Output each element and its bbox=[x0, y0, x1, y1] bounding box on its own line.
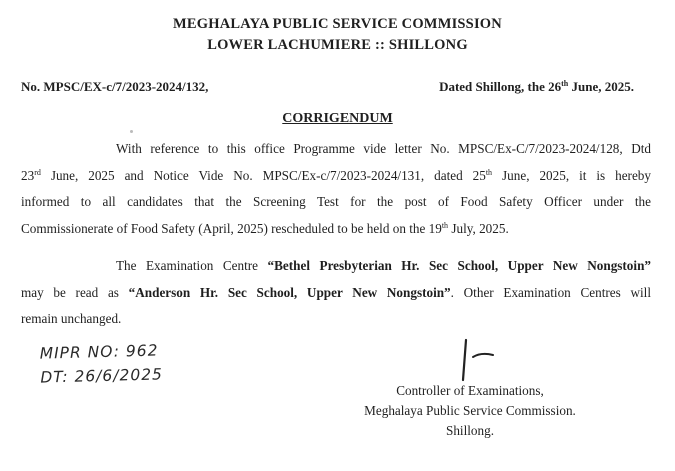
para2-line3: remain unchanged. bbox=[21, 311, 122, 326]
handwritten-line1: MIPR NO: 962 bbox=[39, 341, 159, 363]
organization-address: LOWER LACHUMIERE :: SHILLONG bbox=[207, 37, 468, 53]
signatory-designation: Controller of Examinations, bbox=[396, 383, 544, 398]
signatory-block bbox=[342, 381, 598, 441]
para1-line4: Commissionerate of Food Safety (April, 2025) rescheduled to be held on the 19th July, 2025. bbox=[21, 220, 509, 236]
para2-line2: may be read as “Anderson Hr. Sec School, Upper New Nongstoin”. Other Examination Centres will bbox=[21, 284, 651, 300]
para1-line1: With reference to this office Programme vide letter No. MPSC/Ex-C/7/2023-2024/128, Dtd bbox=[116, 141, 651, 156]
para1-line2: 23rd June, 2025 and Notice Vide No. MPSC/Ex-c/7/2023-2024/131, dated 25th June, 2025, it is hereby bbox=[21, 167, 651, 183]
new-centre-name: “Anderson Hr. Sec School, Upper New Nongstoin” bbox=[128, 284, 451, 300]
organization-name: MEGHALAYA PUBLIC SERVICE COMMISSION bbox=[173, 16, 502, 32]
para2-line1: The Examination Centre “Bethel Presbyterian Hr. Sec School, Upper New Nongstoin” bbox=[116, 258, 651, 273]
reference-number: No. MPSC/EX-c/7/2023-2024/132, bbox=[21, 79, 209, 94]
handwritten-mipr-note bbox=[39, 338, 163, 389]
signatory-organization: Meghalaya Public Service Commission. bbox=[364, 403, 576, 418]
handwritten-line2: DT: 26/6/2025 bbox=[40, 365, 164, 387]
old-centre-name: “Bethel Presbyterian Hr. Sec School, Upper New Nongstoin” bbox=[267, 258, 651, 273]
paragraph-reference bbox=[21, 136, 651, 242]
paragraph-centre-change bbox=[21, 253, 651, 333]
signature-mark bbox=[452, 336, 500, 384]
para1-line3: informed to all candidates that the Screening Test for the post of Food Safety Officer under the bbox=[21, 194, 651, 209]
issue-date: Dated Shillong, the 26th June, 2025. bbox=[439, 79, 634, 94]
signatory-place: Shillong. bbox=[446, 423, 494, 438]
document-title: CORRIGENDUM bbox=[282, 111, 393, 126]
scan-speck bbox=[130, 130, 133, 133]
